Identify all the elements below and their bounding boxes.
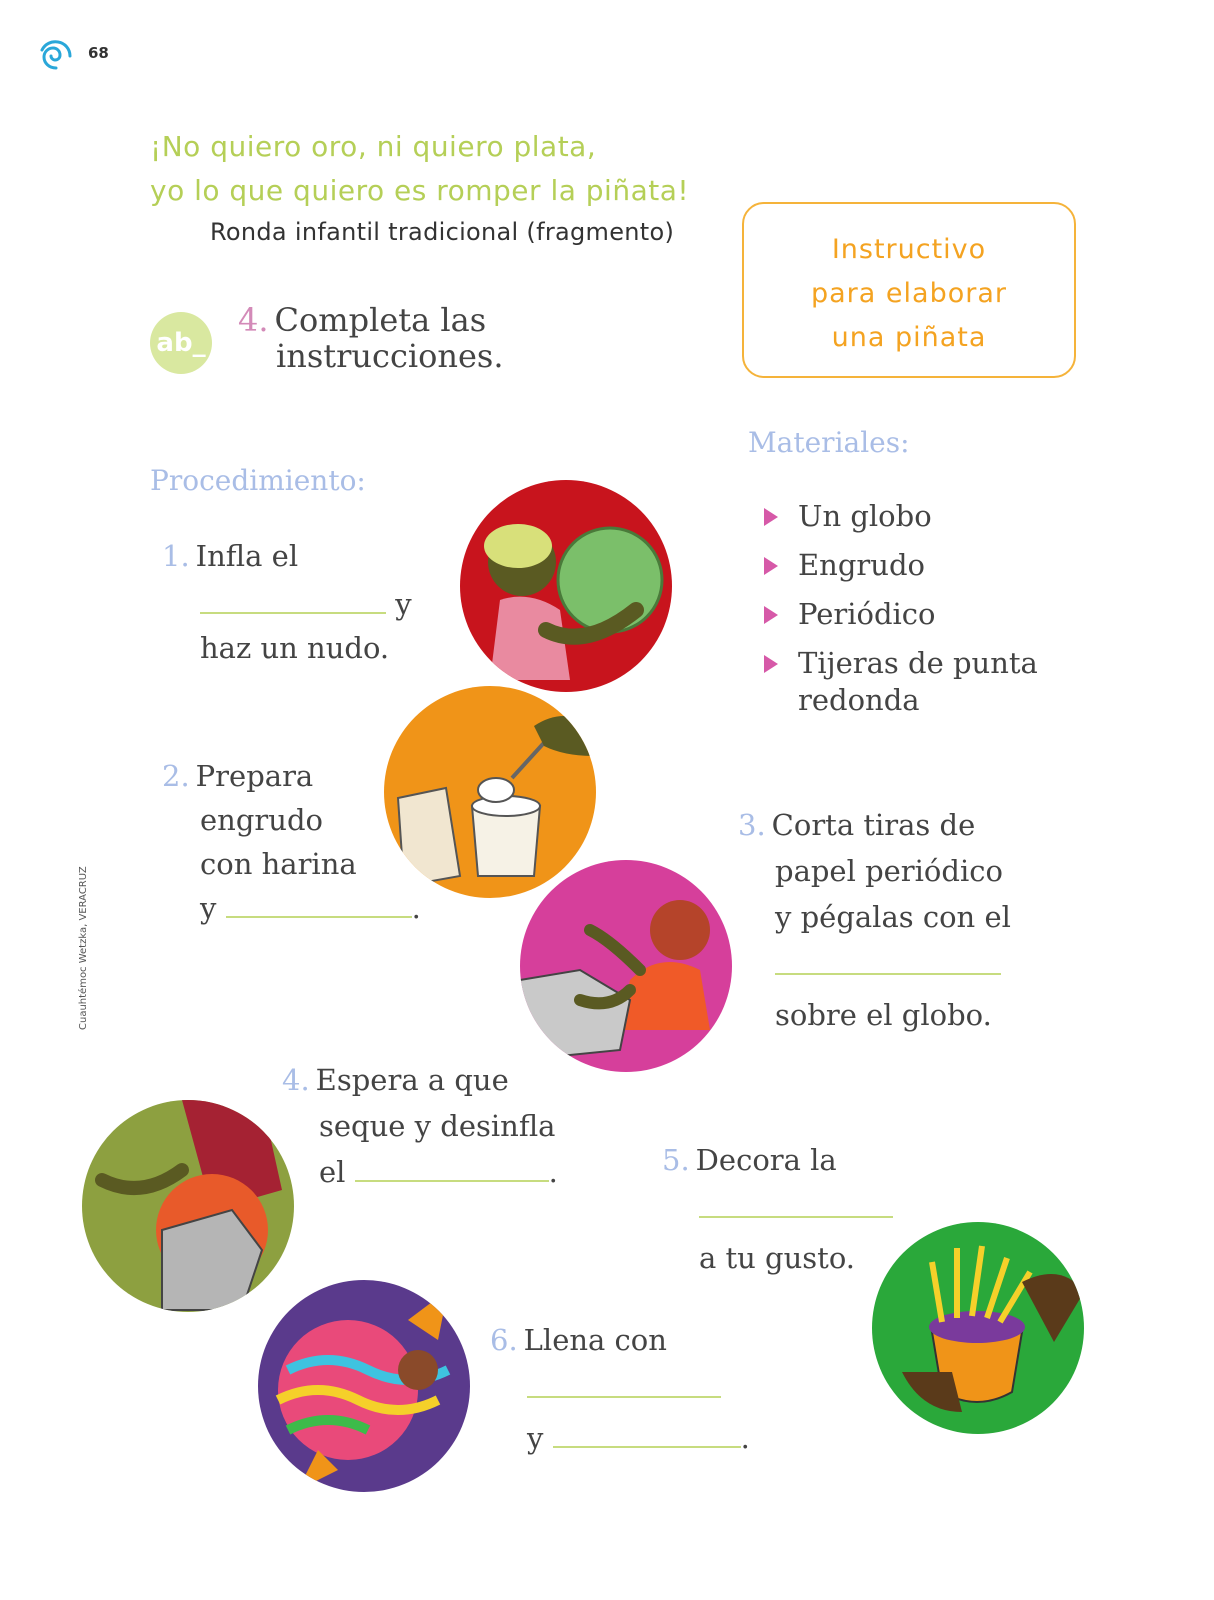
step-3-blank[interactable] xyxy=(775,943,1001,975)
step-5-text-b: a tu gusto. xyxy=(699,1241,856,1275)
triangle-bullet-icon xyxy=(764,508,778,526)
step-1-text-a: Infla el xyxy=(195,539,299,573)
material-item: Periódico xyxy=(758,596,1038,633)
step-4-blank[interactable] xyxy=(355,1150,549,1182)
step-3 xyxy=(738,803,1011,1037)
step-5-blank[interactable] xyxy=(699,1186,893,1218)
step-4-text-a: Espera a que xyxy=(315,1063,509,1097)
step-6-text-b: y xyxy=(527,1421,544,1455)
material-item: Engrudo xyxy=(758,547,1038,584)
illustration-deflating-balloon xyxy=(82,1100,294,1312)
step-3-text-c: y pégalas con el xyxy=(775,900,1011,934)
page-number: 68 xyxy=(88,44,109,62)
material-item: Tijeras de punta redonda xyxy=(758,645,1038,719)
verse-source: Ronda infantil tradicional (fragmento) xyxy=(210,218,675,246)
activity-instruction xyxy=(238,302,504,374)
step-2-text-b: engrudo xyxy=(200,803,323,837)
step-2-text-e: . xyxy=(411,891,421,925)
illustration-inflating-balloon xyxy=(460,480,672,692)
triangle-bullet-icon xyxy=(764,557,778,575)
triangle-bullet-icon xyxy=(764,655,778,673)
illustration-pinata xyxy=(258,1280,470,1492)
step-2-number: 2. xyxy=(162,759,190,793)
step-4-number: 4. xyxy=(282,1063,310,1097)
materials-heading: Materiales: xyxy=(748,426,910,459)
step-6-blank-2[interactable] xyxy=(553,1416,741,1448)
swirl-logo-icon xyxy=(38,38,74,74)
step-3-number: 3. xyxy=(738,808,766,842)
step-2-blank[interactable] xyxy=(226,886,412,918)
illustration-decorating xyxy=(872,1222,1084,1434)
procedure-heading: Procedimiento: xyxy=(150,464,366,497)
step-6-number: 6. xyxy=(490,1323,518,1357)
step-3-text-a: Corta tiras de xyxy=(771,808,976,842)
step-3-text-b: papel periódico xyxy=(775,854,1003,888)
step-2 xyxy=(162,754,421,930)
activity-text-2: instrucciones. xyxy=(276,337,504,375)
step-6-text-a: Llena con xyxy=(523,1323,667,1357)
step-1-number: 1. xyxy=(162,539,190,573)
step-1-blank[interactable] xyxy=(200,582,386,614)
step-4-text-d: . xyxy=(548,1155,558,1189)
activity-number: 4. xyxy=(238,301,269,339)
step-5-text-a: Decora la xyxy=(695,1143,837,1177)
step-5 xyxy=(662,1138,893,1280)
material-item: Un globo xyxy=(758,498,1038,535)
step-1 xyxy=(162,534,412,670)
step-1-text-b: y xyxy=(395,587,412,621)
writing-activity-badge: ab_ xyxy=(150,312,212,374)
step-2-text-c: con harina xyxy=(200,847,357,881)
step-1-text-c: haz un nudo. xyxy=(200,631,390,665)
step-5-number: 5. xyxy=(662,1143,690,1177)
activity-text-1: Completa las xyxy=(274,301,487,339)
step-6 xyxy=(490,1318,750,1460)
step-6-text-c: . xyxy=(740,1421,750,1455)
step-4-text-b: seque y desinfla xyxy=(319,1109,556,1143)
illustration-credit: Cuauhtémoc Wetzka, VERACRUZ xyxy=(78,866,89,1030)
step-2-text-d: y xyxy=(200,891,217,925)
title-line-3: una piñata xyxy=(831,322,987,353)
verse-line-2: yo lo que quiero es romper la piñata! xyxy=(150,174,690,207)
materials-list xyxy=(758,498,1038,731)
triangle-bullet-icon xyxy=(764,606,778,624)
step-3-text-d: sobre el globo. xyxy=(775,998,992,1032)
step-4 xyxy=(282,1058,558,1194)
step-6-blank-1[interactable] xyxy=(527,1366,721,1398)
illustration-gluing-paper xyxy=(520,860,732,1072)
instructivo-title-box xyxy=(742,202,1076,378)
verse-line-1: ¡No quiero oro, ni quiero plata, xyxy=(150,130,597,163)
step-2-text-a: Prepara xyxy=(195,759,314,793)
step-4-text-c: el xyxy=(319,1155,346,1189)
title-line-2: para elaborar xyxy=(811,278,1007,309)
title-line-1: Instructivo xyxy=(831,234,987,265)
